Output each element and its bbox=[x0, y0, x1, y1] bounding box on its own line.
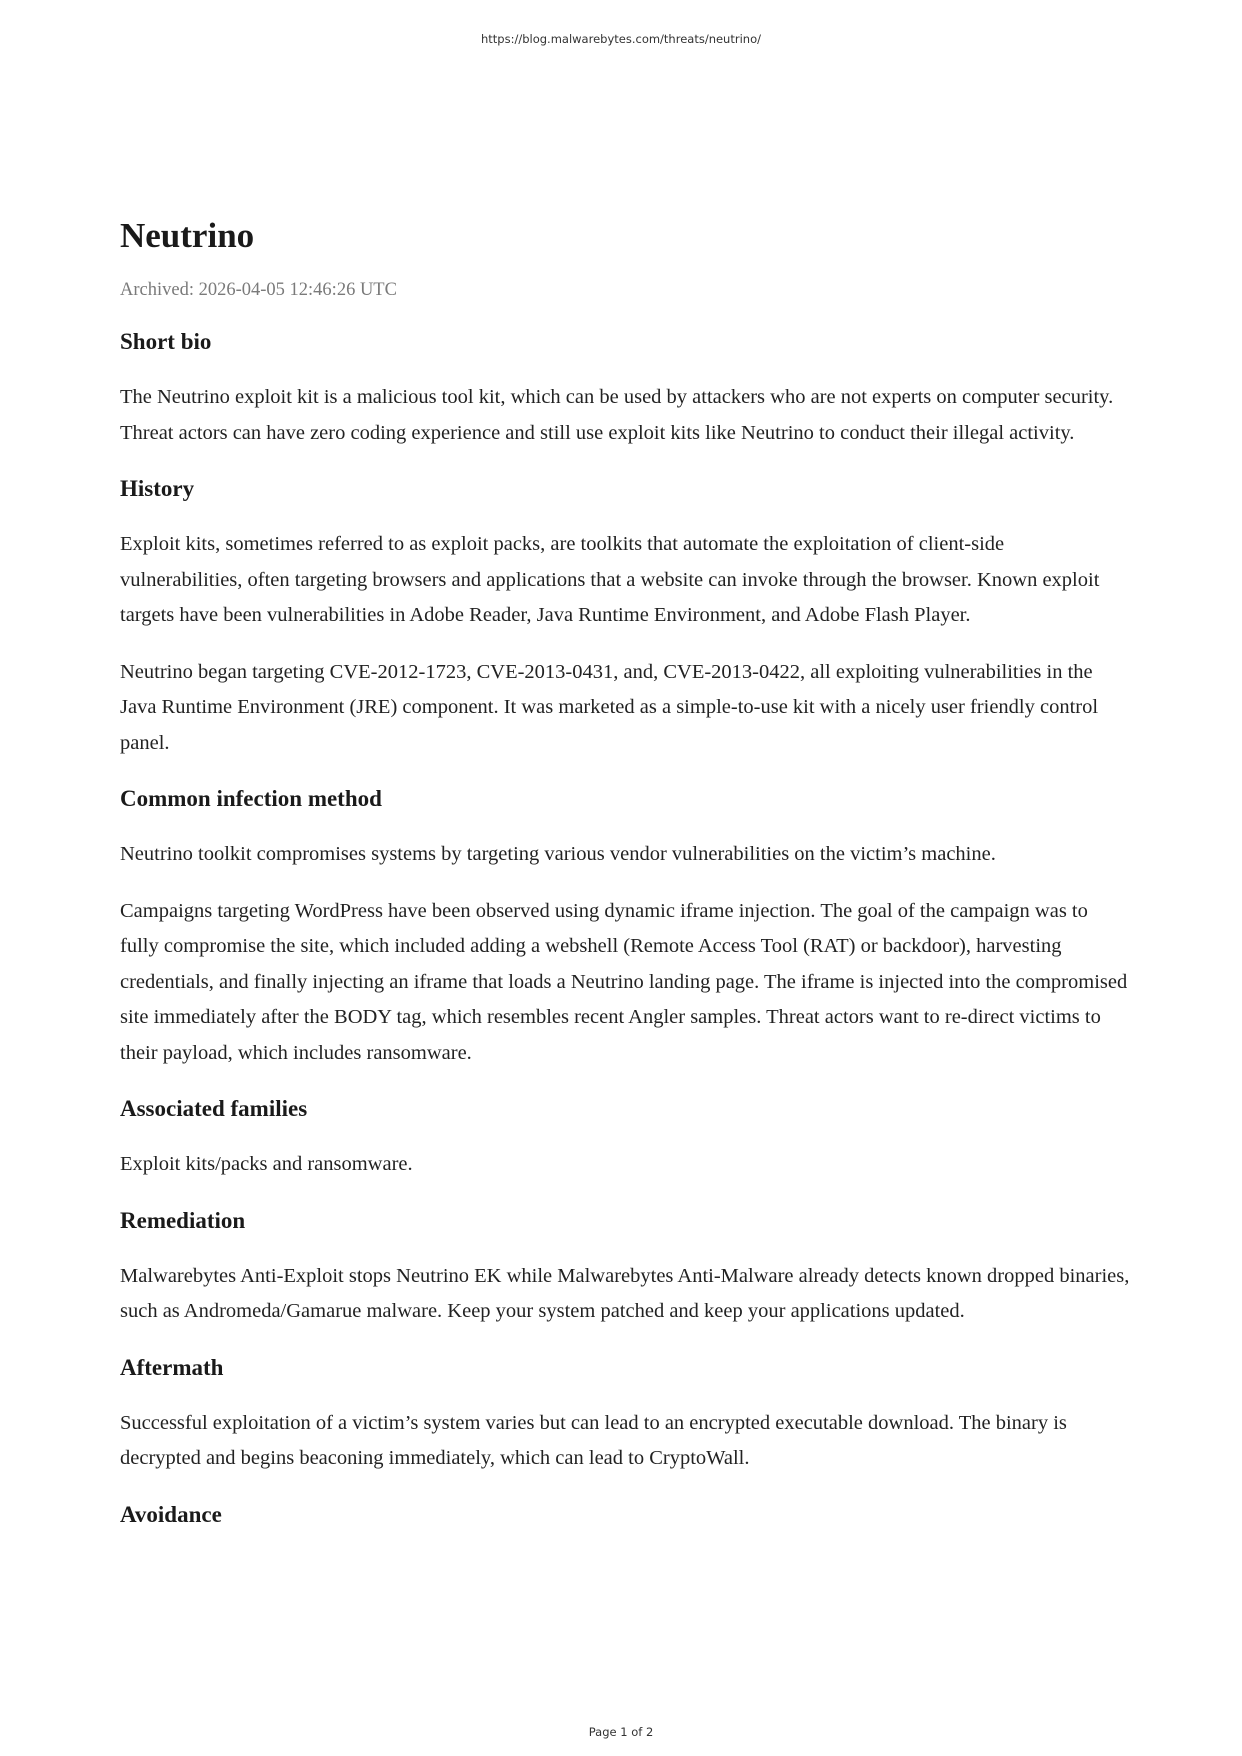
section-heading-history: History bbox=[120, 476, 195, 501]
section-heading-common-infection-method: Common infection method bbox=[120, 786, 382, 811]
source-url: https://blog.malwarebytes.com/threats/neutrino/ bbox=[481, 32, 761, 46]
section-heading-avoidance: Avoidance bbox=[120, 1501, 222, 1527]
section-heading-remediation: Remediation bbox=[120, 1207, 246, 1233]
page-number: Page 1 of 2 bbox=[588, 1725, 654, 1739]
section-paragraph: Neutrino toolkit compromises systems by targeting various vendor vulnerabilities on the victim’s machine. bbox=[120, 843, 996, 865]
article bbox=[120, 212, 1130, 1530]
section-heading-short-bio: Short bio bbox=[120, 329, 212, 354]
page-title: Neutrino bbox=[120, 216, 255, 255]
section-paragraph: Successful exploitation of a victim’s system varies but can lead to an encrypted executable download. The binary is decrypted and begins beaconing immediately, which can lead to CryptoWall. bbox=[120, 1411, 1067, 1469]
section-paragraph: Neutrino began targeting CVE-2012-1723, CVE-2013-0431, and, CVE-2013-0422, all exploiting vulnerabilities in the Java Runtime Environment (JRE) component. It was marketed as a simple-to-use kit with a nicely user friendly control panel. bbox=[120, 660, 1099, 754]
section-paragraph: Malwarebytes Anti-Exploit stops Neutrino EK while Malwarebytes Anti-Malware already detects known dropped binaries, such as Andromeda/Gamarue malware. Keep your system patched and keep your applications updated. bbox=[120, 1264, 1130, 1322]
section-paragraph: Campaigns targeting WordPress have been observed using dynamic iframe injection. The goal of the campaign was to fully compromise the site, which included adding a webshell (Remote Access Tool (RAT) or backdoor), harvesting credentials, and finally injecting an iframe that loads a Neutrino landing page. The iframe is injected into the compromised site immediately after the BODY tag, which resembles recent Angler samples. Threat actors want to re-direct victims to their payload, which includes ransomware. bbox=[120, 899, 1128, 1064]
section-paragraph: Exploit kits/packs and ransomware. bbox=[120, 1153, 413, 1175]
section-heading-associated-families: Associated families bbox=[120, 1096, 308, 1121]
section-heading-aftermath: Aftermath bbox=[120, 1354, 224, 1380]
archived-timestamp: Archived: 2026-04-05 12:46:26 UTC bbox=[120, 280, 397, 300]
section-paragraph: The Neutrino exploit kit is a malicious tool kit, which can be used by attackers who are not experts on computer security. Threat actors can have zero coding experience and still use exploit kits like Neutrino to conduct their illegal activity. bbox=[120, 386, 1114, 444]
section-paragraph: Exploit kits, sometimes referred to as exploit packs, are toolkits that automate the exploitation of client-side vulnerabilities, often targeting browsers and applications that a website can invoke through the browser. Known exploit targets have been vulnerabilities in Adobe Reader, Java Runtime Environment, and Adobe Flash Player. bbox=[120, 533, 1100, 626]
